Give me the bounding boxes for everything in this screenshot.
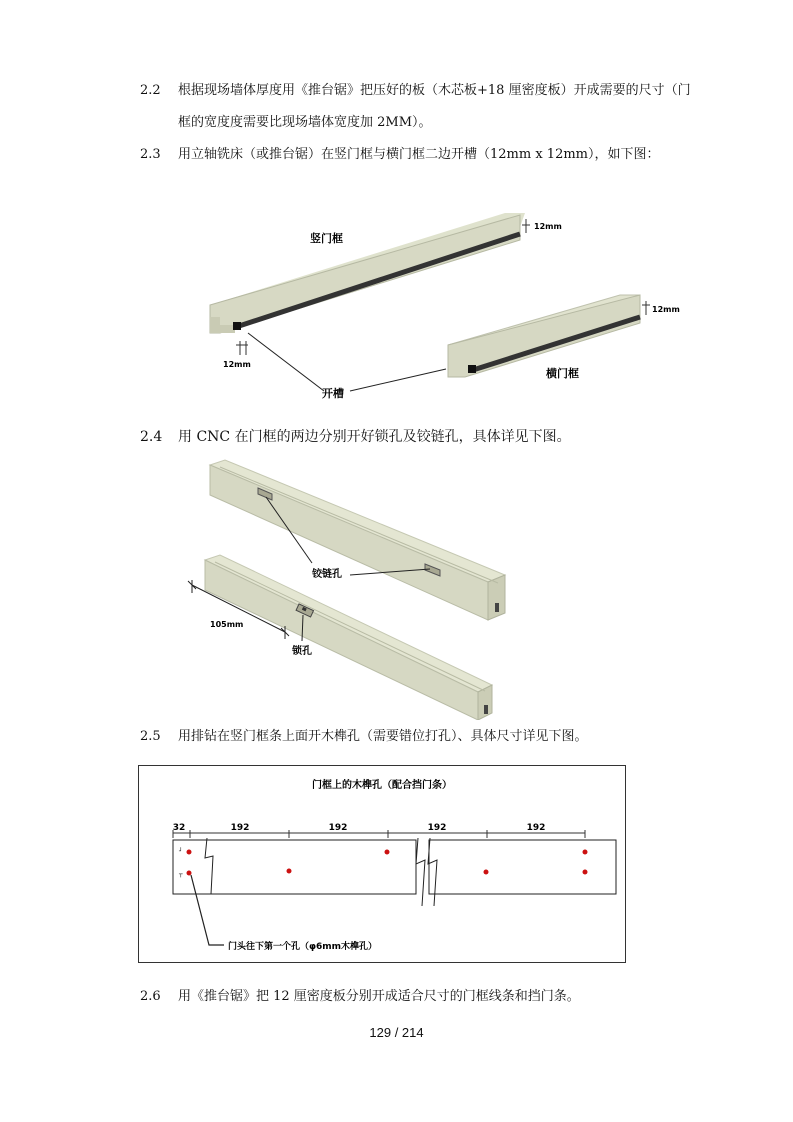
horizontal-frame-label: 横门框 [546, 367, 579, 380]
dowel-hole [484, 870, 489, 875]
page-number: 129 / 214 [369, 1025, 424, 1040]
step-number: 2.6 [140, 989, 161, 1004]
dowel-hole [583, 850, 588, 855]
figure-grooved-frames [190, 205, 690, 410]
dowel-hole-figure-box [138, 765, 626, 963]
dim-label-right: 12mm [652, 305, 680, 314]
dowel-hole [287, 869, 292, 874]
step-number: 2.2 [140, 83, 161, 98]
step-2-4 [140, 428, 571, 446]
horizontal-frame-body [448, 295, 640, 377]
step-2-3 [140, 146, 660, 164]
vertical-frame-label: 竖门框 [310, 232, 343, 245]
edge-mark-bottom: ┬ [179, 871, 183, 878]
vertical-frame-body [210, 215, 520, 333]
dowel-hole [187, 871, 192, 876]
lower-frame-groove-end [484, 705, 488, 714]
upper-frame-end [488, 575, 505, 620]
board-right [429, 840, 616, 894]
horizontal-frame-groove-end [468, 365, 476, 373]
dim-label-192-d: 192 [526, 823, 546, 833]
dowel-hole [187, 850, 192, 855]
dim-label-32: 32 [172, 823, 186, 833]
vertical-frame-groove [236, 234, 520, 327]
step-number: 2.5 [140, 729, 161, 744]
step-text: 用 CNC 在门框的两边分别开好锁孔及铰链孔，具体详见下图。 [178, 429, 571, 445]
step-number: 2.3 [140, 147, 161, 162]
step-text: 用立轴铣床（或推台锯）在竖门框与横门框二边开槽（12mm x 12mm），如下图： [178, 147, 660, 162]
dowel-hole [583, 870, 588, 875]
break-mark-left [416, 838, 425, 906]
dim-label-192-c: 192 [427, 823, 447, 833]
dim-label-192-a: 192 [230, 823, 250, 833]
callout-label: 门头往下第一个孔（φ6mm木榫孔） [228, 942, 378, 952]
step-text: 用排钻在竖门框条上面开木榫孔（需要错位打孔）、具体尺寸详见下图。 [178, 729, 588, 744]
upper-frame-groove-line [220, 467, 498, 583]
edge-mark-top: ┘ [179, 848, 183, 855]
dim-label-bottom: 12mm [223, 360, 251, 369]
upper-frame-groove-end [495, 603, 499, 612]
step-text-line1: 根据现场墙体厚度用《推台锯》把压好的板（木芯板+18 厘密度板）开成需要的尺寸（门 [178, 83, 691, 98]
step-text-line2: 框的宽度度需要比现场墙体宽度加 2MM）。 [178, 115, 432, 130]
hinge-hole-label: 铰链孔 [312, 569, 342, 580]
groove-callout-line-2 [350, 369, 446, 391]
vertical-frame-groove-end [233, 322, 241, 330]
groove-label: 开槽 [322, 387, 344, 400]
step-text: 用《推台锯》把 12 厘密度板分别开成适合尺寸的门框线条和挡门条。 [178, 989, 580, 1004]
step-2-2-cont [178, 114, 432, 132]
figure-lock-hinge-holes [180, 455, 510, 720]
step-2-5 [140, 728, 588, 746]
figure-title: 门框上的木榫孔（配合挡门条） [312, 780, 452, 791]
board-left [173, 840, 416, 894]
dim-label-top: 12mm [534, 222, 562, 231]
step-2-6 [140, 988, 580, 1006]
groove-callout-line-1 [248, 333, 324, 391]
dowel-hole [385, 850, 390, 855]
lock-hole-label: 锁孔 [292, 646, 312, 657]
step-number: 2.4 [140, 429, 163, 445]
dim-label-192-b: 192 [328, 823, 348, 833]
dim-105-label: 105mm [210, 620, 244, 629]
step-2-2 [140, 82, 691, 100]
upper-frame-top [210, 460, 505, 582]
figure-dowel-holes [139, 766, 625, 962]
